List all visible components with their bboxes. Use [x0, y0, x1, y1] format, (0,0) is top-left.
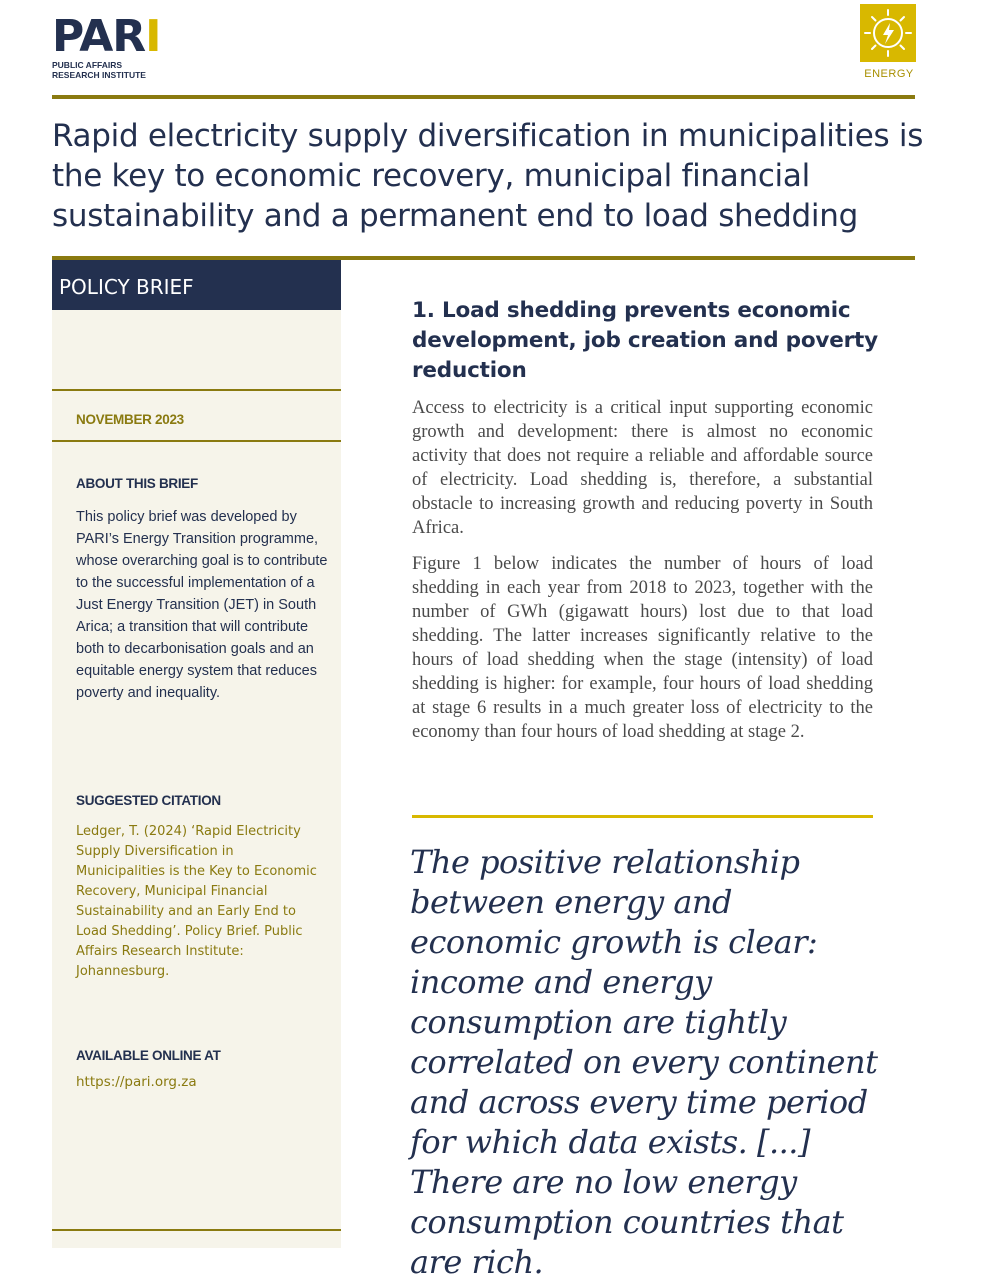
online-link[interactable]: https://pari.org.za [76, 1074, 197, 1090]
document-title: Rapid electricity supply diversification in municipalities is the key to economic recovery, municipal financial sustainability and a permanent end to load shedding [52, 118, 924, 234]
pari-logo [52, 11, 182, 84]
sidebar-divider [52, 1229, 341, 1231]
doc-type-banner: POLICY BRIEF [52, 260, 341, 310]
sidebar-divider [52, 389, 341, 391]
publication-date: NOVEMBER 2023 [76, 412, 184, 427]
section-heading: 1. Load shedding prevents economic development, job creation and poverty reduction [412, 298, 878, 383]
body-paragraph: Access to electricity is a critical input supporting economic growth and development: there is almost no economic activity that does not require a reliable and affordable source of electricity. Load shedding is, therefore, a substantial obstacle to increasing growth and reducing poverty in South Africa. [412, 398, 873, 538]
citation-heading: SUGGESTED CITATION [76, 793, 221, 808]
pull-quote: The positive relationship between energy and economic growth is clear: income and energy consumption are tightly correlated on every continent and across every time period for which data exists. [...] There are no low energy consumption countries that are rich. [410, 843, 878, 1281]
header-divider [52, 95, 915, 99]
logo-wordmark: PARI [52, 11, 161, 62]
sidebar [52, 260, 341, 1248]
logo-subtitle: PUBLIC AFFAIRS RESEARCH INSTITUTE [52, 60, 146, 80]
sidebar-divider [52, 440, 341, 442]
topic-label: ENERGY [864, 68, 914, 80]
about-heading: ABOUT THIS BRIEF [76, 476, 198, 491]
about-body: This policy brief was developed by PARI’s Energy Transition programme, whose overarching goal is to contribute to the successful implementation of a Just Energy Transition (JET) in South Arica; a transition that will contribute both to decarbonisation goals and an equitable energy system that reduces poverty and inequality. [76, 509, 328, 701]
online-heading: AVAILABLE ONLINE AT [76, 1048, 221, 1063]
body-paragraph: Figure 1 below indicates the number of hours of load shedding in each year from 2018 to 2023, together with the number of GWh (gigawatt hours) lost due to that load shedding. The latter increases significantly relative to the hours of load shedding when the stage (intensity) of load shedding is higher: for example, four hours of load shedding at stage 6 results in a much greater loss of electricity to the economy than four hours of load shedding at stage 2. [412, 554, 873, 742]
quote-divider [412, 815, 873, 818]
citation-body: Ledger, T. (2024) ‘Rapid Electricity Supply Diversification in Municipalities is the Key to Economic Recovery, Municipal Financial Sustainability and an Early End to Load Shedding’. Policy Brief. Public Affairs Research Institute: Johannesburg. [76, 824, 317, 979]
energy-icon [860, 4, 916, 62]
